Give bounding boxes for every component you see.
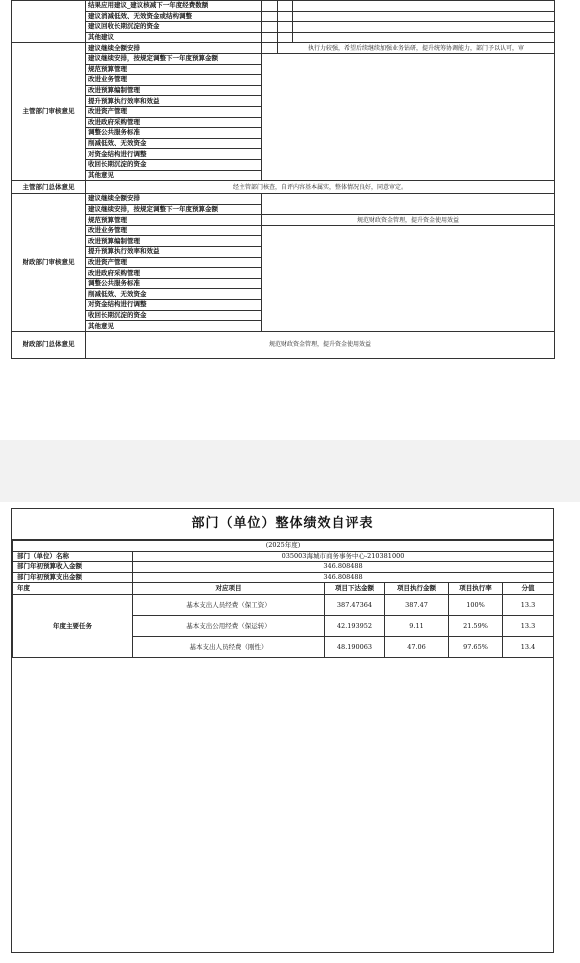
- check-cell[interactable]: [262, 32, 278, 43]
- option-label: 建议回收长期沉淀的资金: [86, 22, 262, 33]
- self-eval-sheet: [11, 508, 554, 953]
- option-label: 削减低效、无效资金: [86, 138, 262, 149]
- finance-overall-label: 财政部门总体意见: [12, 331, 86, 358]
- col-rate-header: 项目执行率: [449, 583, 503, 595]
- option-label: 收回长期沉淀的资金: [86, 159, 262, 170]
- check-cell[interactable]: [278, 1, 293, 12]
- expense-value: 346.808488: [133, 572, 554, 583]
- option-label: 收回长期沉淀的资金: [86, 310, 262, 321]
- income-value: 346.808488: [133, 562, 554, 573]
- option-label: 建议继续全额安排: [86, 43, 262, 54]
- supervisor-review-label: 主管部门审核意见: [12, 43, 86, 181]
- unit-value: 035003海城市商务事务中心-210381000: [133, 551, 554, 562]
- check-cell[interactable]: [262, 22, 278, 33]
- check-cell[interactable]: [278, 22, 293, 33]
- task-executed: 9.11: [385, 616, 449, 637]
- option-label: 建议消减低效、无效资金或结构调整: [86, 11, 262, 22]
- task-score-value: 13.3: [503, 616, 554, 637]
- supervisor-review-body: [262, 53, 555, 180]
- option-label: 改进业务管理: [86, 75, 262, 86]
- year-label: 年度: [13, 583, 133, 595]
- option-label: 改进预算编制管理: [86, 236, 262, 247]
- task-score-value: 13.3: [503, 595, 554, 616]
- unit-label: 部门（单位）名称: [13, 551, 133, 562]
- top-group-cell: [12, 1, 86, 43]
- option-label: 规范预算管理: [86, 215, 262, 226]
- option-label: 改进政府采购管理: [86, 117, 262, 128]
- check-cell[interactable]: [278, 32, 293, 43]
- task-score-value: 13.4: [503, 637, 554, 658]
- finance-review-note: 规范财政资金管理，提升资金使用效益: [262, 215, 555, 226]
- check-cell[interactable]: [262, 11, 278, 22]
- eval-info-table: [12, 540, 554, 658]
- task-issued: 48.190063: [325, 637, 385, 658]
- option-label: 改进资产管理: [86, 257, 262, 268]
- task-rate: 97.65%: [449, 637, 503, 658]
- opinion-table: [11, 0, 555, 359]
- finance-review-label: 财政部门审核意见: [12, 194, 86, 332]
- option-label: 建议继续安排，按规定调整下一年度预算金额: [86, 204, 262, 215]
- option-label: 结果应用建议_建议核减下一年度经费数额: [86, 1, 262, 12]
- option-label: 对资金结构进行调整: [86, 300, 262, 311]
- col-item-header: 对应项目: [133, 583, 325, 595]
- option-label: 调整公共服务标准: [86, 278, 262, 289]
- option-label: 调整公共服务标准: [86, 128, 262, 139]
- income-label: 部门年初预算收入金额: [13, 562, 133, 573]
- option-label: 其他意见: [86, 170, 262, 181]
- option-label: 建议继续全额安排: [86, 194, 262, 205]
- option-label: 提升预算执行效率和效益: [86, 247, 262, 258]
- supervisor-overall-text: 经主管部门核查，自评内容基本属实，整体情况良好，同意审定。: [86, 181, 555, 194]
- col-score-value-header: 分值: [503, 583, 554, 595]
- check-cell[interactable]: [262, 43, 278, 54]
- page-gap: [0, 440, 580, 502]
- option-label: 改进业务管理: [86, 225, 262, 236]
- task-name: 基本支出人员经费（刚性）: [133, 637, 325, 658]
- task-rate: 100%: [449, 595, 503, 616]
- check-cell[interactable]: [262, 1, 278, 12]
- supervisor-overall-label: 主管部门总体意见: [12, 181, 86, 194]
- option-label: 其他意见: [86, 321, 262, 332]
- task-rate: 21.59%: [449, 616, 503, 637]
- option-label: 建议继续安排，按规定调整下一年度预算金额: [86, 53, 262, 64]
- check-cell[interactable]: [278, 11, 293, 22]
- finance-overall-text: 规范财政资金管理，提升资金使用效益: [86, 331, 555, 358]
- supervisor-review-note: 执行力较强，希望后续继续加强业务钻研，提升统筹协调能力，部门予以认可，审: [278, 43, 555, 54]
- option-label: 规范预算管理: [86, 64, 262, 75]
- expense-label: 部门年初预算支出金额: [13, 572, 133, 583]
- task-executed: 387.47: [385, 595, 449, 616]
- col-executed-header: 项目执行金额: [385, 583, 449, 595]
- task-issued: 387.47364: [325, 595, 385, 616]
- finance-review-body: [262, 225, 555, 331]
- option-label: 改进政府采购管理: [86, 268, 262, 279]
- option-label: 对资金结构进行调整: [86, 149, 262, 160]
- task-issued: 42.193952: [325, 616, 385, 637]
- option-label: 改进资产管理: [86, 106, 262, 117]
- option-label: 提升预算执行效率和效益: [86, 96, 262, 107]
- option-label: 改进预算编制管理: [86, 85, 262, 96]
- col-issued-header: 项目下达金额: [325, 583, 385, 595]
- eval-title: 部门（单位）整体绩效自评表: [12, 509, 553, 540]
- task-side-label: 年度主要任务: [13, 595, 133, 658]
- task-name: 基本支出人员经费（保工资）: [133, 595, 325, 616]
- task-name: 基本支出公用经费（保运转）: [133, 616, 325, 637]
- task-executed: 47.06: [385, 637, 449, 658]
- option-label: 其他建议: [86, 32, 262, 43]
- eval-year: (2025年度): [13, 541, 554, 552]
- option-label: 削减低效、无效资金: [86, 289, 262, 300]
